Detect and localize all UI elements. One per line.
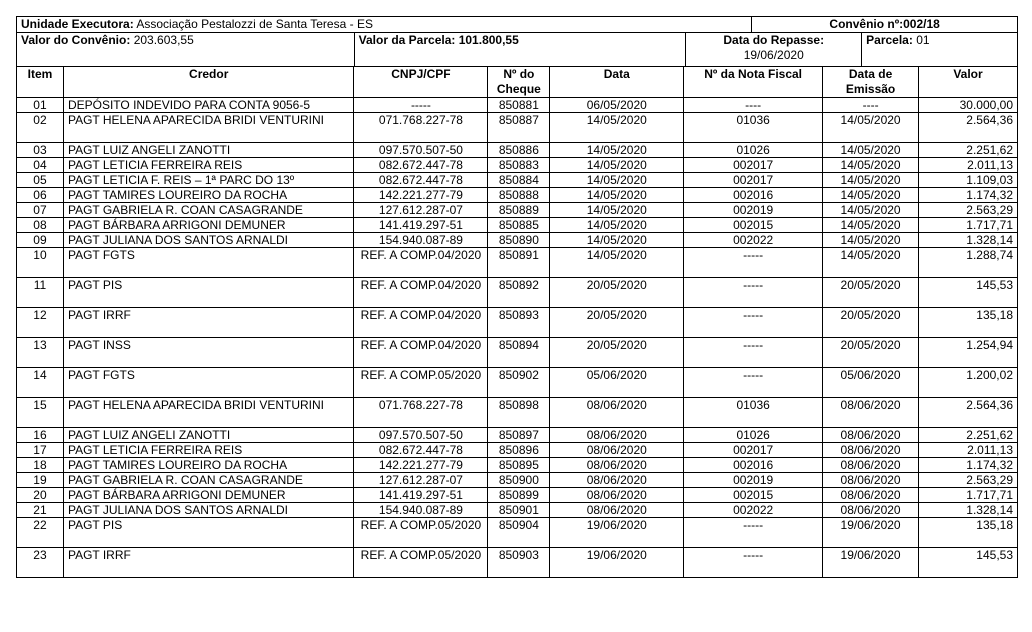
cell-emissao: 08/06/2020 (823, 398, 919, 428)
cell-emissao: 14/05/2020 (823, 143, 919, 158)
cell-nota: 002019 (684, 203, 823, 218)
cell-credor: DEPÓSITO INDEVIDO PARA CONTA 9056-5 (63, 98, 354, 113)
cell-valor: 1.328,14 (919, 233, 1018, 248)
cell-valor: 2.251,62 (919, 428, 1018, 443)
data-repasse-label: Data do Repasse: (723, 33, 825, 47)
cell-nota: ----- (684, 548, 823, 578)
cell-emissao: 14/05/2020 (823, 188, 919, 203)
cell-data: 08/06/2020 (550, 503, 684, 518)
cell-valor: 145,53 (919, 548, 1018, 578)
cell-cnpj: ----- (354, 98, 488, 113)
cell-item: 15 (17, 398, 64, 428)
cell-emissao: 08/06/2020 (823, 488, 919, 503)
cell-credor: PAGT JULIANA DOS SANTOS ARNALDI (63, 233, 354, 248)
cell-credor: PAGT GABRIELA R. COAN CASAGRANDE (63, 473, 354, 488)
cell-valor: 135,18 (919, 308, 1018, 338)
cell-cheque: 850903 (488, 548, 550, 578)
unidade-value: Associação Pestalozzi de Santa Teresa - ES (136, 17, 373, 31)
cell-data: 08/06/2020 (550, 428, 684, 443)
cell-cnpj: 142.221.277-79 (354, 188, 488, 203)
cell-cheque: 850891 (488, 248, 550, 278)
cell-item: 08 (17, 218, 64, 233)
cell-credor: PAGT HELENA APARECIDA BRIDI VENTURINI (63, 113, 354, 143)
valor-convenio (17, 33, 355, 67)
cell-emissao: 19/06/2020 (823, 518, 919, 548)
cell-credor: PAGT FGTS (63, 248, 354, 278)
cell-credor: PAGT PIS (63, 518, 354, 548)
table-row (17, 428, 1018, 443)
cell-item: 06 (17, 188, 64, 203)
cell-data: 14/05/2020 (550, 158, 684, 173)
cell-cnpj: REF. A COMP.04/2020 (354, 248, 488, 278)
payments-table (16, 66, 1018, 578)
cell-item: 21 (17, 503, 64, 518)
cell-emissao: 14/05/2020 (823, 203, 919, 218)
cell-item: 14 (17, 368, 64, 398)
cell-valor: 145,53 (919, 278, 1018, 308)
cell-emissao: 14/05/2020 (823, 113, 919, 143)
cell-data: 05/06/2020 (550, 368, 684, 398)
table-row (17, 113, 1018, 143)
table-row (17, 248, 1018, 278)
cell-credor: PAGT LETICIA FERREIRA REIS (63, 158, 354, 173)
cell-data: 20/05/2020 (550, 338, 684, 368)
cell-emissao: 14/05/2020 (823, 248, 919, 278)
cell-cheque: 850889 (488, 203, 550, 218)
cell-credor: PAGT INSS (63, 338, 354, 368)
cell-item: 16 (17, 428, 64, 443)
cell-cheque: 850883 (488, 158, 550, 173)
cell-data: 08/06/2020 (550, 398, 684, 428)
cell-nota: ----- (684, 518, 823, 548)
cell-data: 19/06/2020 (550, 548, 684, 578)
cell-valor: 2.011,13 (919, 443, 1018, 458)
cell-data: 14/05/2020 (550, 218, 684, 233)
cell-nota: 01026 (684, 428, 823, 443)
cell-cheque: 850896 (488, 443, 550, 458)
valor-parcela: Valor da Parcela: 101.800,55 (354, 33, 686, 67)
cell-item: 02 (17, 113, 64, 143)
cell-item: 09 (17, 233, 64, 248)
unidade-executora (17, 17, 752, 33)
unidade-label: Unidade Executora: (21, 17, 134, 31)
cell-cnpj: 141.419.297-51 (354, 488, 488, 503)
cell-data: 14/05/2020 (550, 113, 684, 143)
cell-nota: 002022 (684, 233, 823, 248)
cell-cnpj: REF. A COMP.04/2020 (354, 278, 488, 308)
cell-valor: 1.174,32 (919, 188, 1018, 203)
cell-data: 20/05/2020 (550, 308, 684, 338)
cell-emissao: 08/06/2020 (823, 473, 919, 488)
cell-valor: 1.717,71 (919, 218, 1018, 233)
cell-emissao: 08/06/2020 (823, 458, 919, 473)
cell-emissao: 14/05/2020 (823, 218, 919, 233)
cell-item: 07 (17, 203, 64, 218)
cell-valor: 2.564,36 (919, 398, 1018, 428)
cell-nota: 01036 (684, 398, 823, 428)
col-emissao: Data de Emissão (823, 67, 919, 98)
table-row (17, 218, 1018, 233)
table-row (17, 488, 1018, 503)
cell-emissao: 14/05/2020 (823, 233, 919, 248)
cell-item: 05 (17, 173, 64, 188)
col-cnpj: CNPJ/CPF (354, 67, 488, 98)
cell-valor: 2.251,62 (919, 143, 1018, 158)
cell-cheque: 850894 (488, 338, 550, 368)
cell-credor: PAGT BÁRBARA ARRIGONI DEMUNER (63, 218, 354, 233)
cell-cnpj: 154.940.087-89 (354, 233, 488, 248)
cell-credor: PAGT FGTS (63, 368, 354, 398)
cell-data: 08/06/2020 (550, 488, 684, 503)
cell-cnpj: 141.419.297-51 (354, 218, 488, 233)
cell-cheque: 850888 (488, 188, 550, 203)
cell-cnpj: REF. A COMP.05/2020 (354, 548, 488, 578)
col-valor: Valor (919, 67, 1018, 98)
cell-data: 08/06/2020 (550, 473, 684, 488)
col-nota: Nº da Nota Fiscal (684, 67, 823, 98)
cell-credor: PAGT LUIZ ANGELI ZANOTTI (63, 428, 354, 443)
cell-nota: 002019 (684, 473, 823, 488)
cell-cnpj: 097.570.507-50 (354, 428, 488, 443)
cell-cnpj: 142.221.277-79 (354, 458, 488, 473)
table-row (17, 158, 1018, 173)
table-row (17, 98, 1018, 113)
cell-valor: 1.254,94 (919, 338, 1018, 368)
cell-cheque: 850890 (488, 233, 550, 248)
cell-cheque: 850904 (488, 518, 550, 548)
cell-valor: 1.174,32 (919, 458, 1018, 473)
cell-nota: ----- (684, 248, 823, 278)
cell-cnpj: 071.768.227-78 (354, 113, 488, 143)
cell-cnpj: REF. A COMP.05/2020 (354, 368, 488, 398)
cell-item: 17 (17, 443, 64, 458)
table-row (17, 548, 1018, 578)
cell-valor: 1.109,03 (919, 173, 1018, 188)
cell-cnpj: REF. A COMP.05/2020 (354, 518, 488, 548)
table-row (17, 518, 1018, 548)
cell-cheque: 850898 (488, 398, 550, 428)
cell-nota: ----- (684, 368, 823, 398)
cell-data: 14/05/2020 (550, 203, 684, 218)
cell-nota: 002022 (684, 503, 823, 518)
data-repasse (686, 33, 862, 67)
cell-emissao: 20/05/2020 (823, 308, 919, 338)
cell-item: 22 (17, 518, 64, 548)
cell-cheque: 850885 (488, 218, 550, 233)
cell-nota: 002015 (684, 488, 823, 503)
cell-cheque: 850899 (488, 488, 550, 503)
cell-nota: ----- (684, 338, 823, 368)
table-row (17, 143, 1018, 158)
table-row (17, 203, 1018, 218)
table-row (17, 458, 1018, 473)
table-row (17, 443, 1018, 458)
parcela-label: Parcela: (866, 33, 913, 47)
cell-nota: 01036 (684, 113, 823, 143)
table-row (17, 398, 1018, 428)
cell-cheque: 850884 (488, 173, 550, 188)
cell-cnpj: REF. A COMP.04/2020 (354, 338, 488, 368)
cell-credor: PAGT TAMIRES LOUREIRO DA ROCHA (63, 458, 354, 473)
table-row (17, 188, 1018, 203)
cell-valor: 30.000,00 (919, 98, 1018, 113)
cell-data: 08/06/2020 (550, 458, 684, 473)
cell-cheque: 850902 (488, 368, 550, 398)
cell-valor: 135,18 (919, 518, 1018, 548)
cell-nota: 01026 (684, 143, 823, 158)
cell-emissao: ---- (823, 98, 919, 113)
table-row (17, 308, 1018, 338)
cell-valor: 1.717,71 (919, 488, 1018, 503)
document-header (16, 16, 1018, 67)
cell-data: 14/05/2020 (550, 248, 684, 278)
table-row (17, 173, 1018, 188)
cell-emissao: 05/06/2020 (823, 368, 919, 398)
convenio-number: Convênio nº:002/18 (752, 17, 1018, 33)
cell-credor: PAGT TAMIRES LOUREIRO DA ROCHA (63, 188, 354, 203)
cell-cheque: 850886 (488, 143, 550, 158)
cell-nota: 002016 (684, 188, 823, 203)
cell-item: 04 (17, 158, 64, 173)
cell-cheque: 850881 (488, 98, 550, 113)
cell-emissao: 19/06/2020 (823, 548, 919, 578)
cell-nota: 002015 (684, 218, 823, 233)
cell-item: 20 (17, 488, 64, 503)
data-repasse-value: 19/06/2020 (743, 48, 804, 62)
table-row (17, 368, 1018, 398)
cell-valor: 1.200,02 (919, 368, 1018, 398)
cell-item: 18 (17, 458, 64, 473)
cell-cheque: 850900 (488, 473, 550, 488)
cell-credor: PAGT BÁRBARA ARRIGONI DEMUNER (63, 488, 354, 503)
cell-cheque: 850895 (488, 458, 550, 473)
table-row (17, 278, 1018, 308)
cell-credor: PAGT LUIZ ANGELI ZANOTTI (63, 143, 354, 158)
cell-cnpj: 082.672.447-78 (354, 173, 488, 188)
table-row (17, 338, 1018, 368)
cell-item: 01 (17, 98, 64, 113)
cell-data: 14/05/2020 (550, 233, 684, 248)
cell-data: 06/05/2020 (550, 98, 684, 113)
cell-credor: PAGT IRRF (63, 548, 354, 578)
cell-cnpj: 082.672.447-78 (354, 443, 488, 458)
cell-nota: 002016 (684, 458, 823, 473)
cell-cheque: 850901 (488, 503, 550, 518)
cell-data: 19/06/2020 (550, 518, 684, 548)
col-item: Item (17, 67, 64, 98)
cell-item: 13 (17, 338, 64, 368)
table-row (17, 473, 1018, 488)
cell-valor: 2.563,29 (919, 473, 1018, 488)
cell-data: 20/05/2020 (550, 278, 684, 308)
cell-nota: ---- (684, 98, 823, 113)
cell-cheque: 850893 (488, 308, 550, 338)
col-credor: Credor (63, 67, 354, 98)
col-cheque: Nº do Cheque (488, 67, 550, 98)
cell-credor: PAGT PIS (63, 278, 354, 308)
cell-emissao: 20/05/2020 (823, 338, 919, 368)
cell-item: 10 (17, 248, 64, 278)
cell-cnpj: REF. A COMP.04/2020 (354, 308, 488, 338)
cell-nota: ----- (684, 278, 823, 308)
cell-cnpj: 082.672.447-78 (354, 158, 488, 173)
cell-cnpj: 127.612.287-07 (354, 203, 488, 218)
cell-item: 03 (17, 143, 64, 158)
cell-credor: PAGT HELENA APARECIDA BRIDI VENTURINI (63, 398, 354, 428)
cell-credor: PAGT JULIANA DOS SANTOS ARNALDI (63, 503, 354, 518)
valor-convenio-value: 203.603,55 (133, 33, 194, 47)
cell-nota: ----- (684, 308, 823, 338)
cell-credor: PAGT IRRF (63, 308, 354, 338)
cell-valor: 2.011,13 (919, 158, 1018, 173)
cell-emissao: 08/06/2020 (823, 428, 919, 443)
cell-emissao: 20/05/2020 (823, 278, 919, 308)
cell-item: 11 (17, 278, 64, 308)
cell-cnpj: 097.570.507-50 (354, 143, 488, 158)
cell-cheque: 850892 (488, 278, 550, 308)
table-row (17, 503, 1018, 518)
cell-valor: 2.564,36 (919, 113, 1018, 143)
column-header-row (17, 67, 1018, 98)
cell-nota: 002017 (684, 158, 823, 173)
cell-item: 19 (17, 473, 64, 488)
parcela-value: 01 (916, 33, 930, 47)
parcela (862, 33, 1018, 67)
cell-emissao: 08/06/2020 (823, 443, 919, 458)
cell-cheque: 850897 (488, 428, 550, 443)
cell-cnpj: 127.612.287-07 (354, 473, 488, 488)
cell-emissao: 14/05/2020 (823, 158, 919, 173)
cell-valor: 1.288,74 (919, 248, 1018, 278)
cell-item: 23 (17, 548, 64, 578)
cell-data: 14/05/2020 (550, 143, 684, 158)
cell-cnpj: 071.768.227-78 (354, 398, 488, 428)
cell-valor: 1.328,14 (919, 503, 1018, 518)
cell-credor: PAGT GABRIELA R. COAN CASAGRANDE (63, 203, 354, 218)
cell-cheque: 850887 (488, 113, 550, 143)
cell-credor: PAGT LETICIA FERREIRA REIS (63, 443, 354, 458)
cell-nota: 002017 (684, 443, 823, 458)
cell-item: 12 (17, 308, 64, 338)
cell-nota: 002017 (684, 173, 823, 188)
col-data: Data (550, 67, 684, 98)
cell-emissao: 14/05/2020 (823, 173, 919, 188)
cell-credor: PAGT LETICIA F. REIS – 1ª PARC DO 13º (63, 173, 354, 188)
table-row (17, 233, 1018, 248)
cell-data: 14/05/2020 (550, 188, 684, 203)
cell-data: 08/06/2020 (550, 443, 684, 458)
cell-cnpj: 154.940.087-89 (354, 503, 488, 518)
cell-emissao: 08/06/2020 (823, 503, 919, 518)
cell-valor: 2.563,29 (919, 203, 1018, 218)
valor-convenio-label: Valor do Convênio: (21, 33, 131, 47)
cell-data: 14/05/2020 (550, 173, 684, 188)
